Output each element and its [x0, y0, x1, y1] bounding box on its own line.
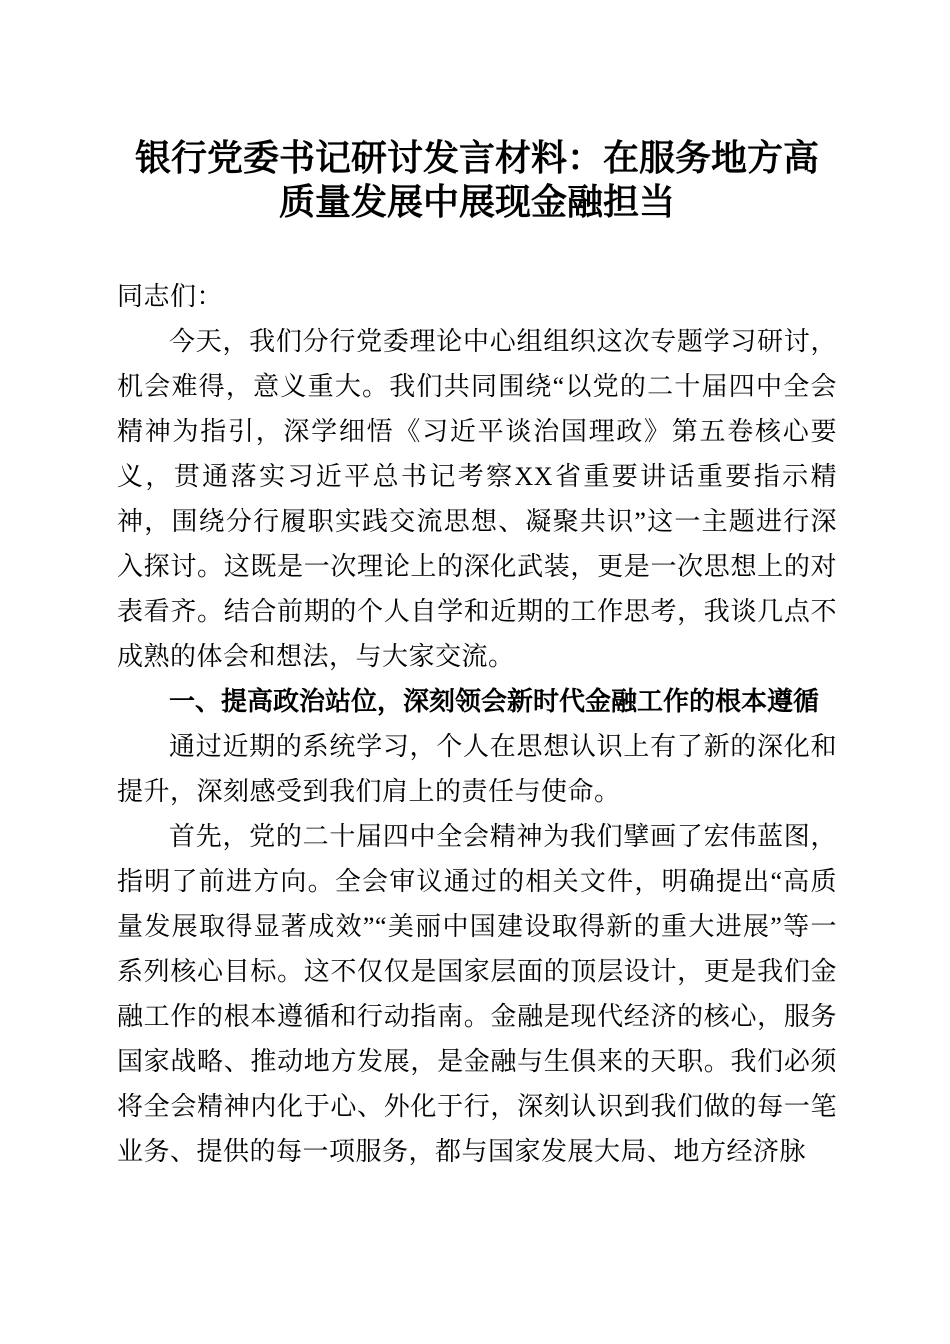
- salutation-paragraph: 同志们：: [117, 282, 224, 311]
- intro-paragraph: 今天，我们分行党委理论中心组组织这次专题学习研讨，机会难得，意义重大。我们共同围绕“以党的二十届四中全会精神为指引，深学细悟《习近平谈治国理政》第五卷核心要义，贯通落实习近平总书记考察XX省重要讲话重要指示精神，围绕分行履职实践交流思想、凝聚共识”这一主题进行深入探讨。这既是一次理论上的深化武装，更是一次思想上的对表看齐。结合前期的个人自学和近期的工作思考，我谈几点不成熟的体会和想法，与大家交流。: [117, 327, 837, 671]
- document-title: 银行党委书记研讨发言材料：在服务地方高质量发展中展现金融担当: [134, 138, 819, 222]
- body-paragraph-1: 通过近期的系统学习，个人在思想认识上有了新的深化和提升，深刻感受到我们肩上的责任与使命。: [117, 732, 837, 806]
- section-heading-1: 一、提高政治站位，深刻领会新时代金融工作的根本遵循: [169, 686, 820, 716]
- body-paragraph-2-clipped: 首先，党的二十届四中全会精神为我们擘画了宏伟蓝图，指明了前进方向。全会审议通过的相关文件，明确提出“高质量发展取得显著成效”“美丽中国建设取得新的重大进展”等一系列核心目标。这不仅仅是国家层面的顶层设计，更是我们金融工作的根本遵循和行动指南。金融是现代经济的核心，服务国家战略、推动地方发展，是金融与生俱来的天职。我们必须将全会精神内化于心、外化于行，深刻认识到我们做的每一笔业务、提供的每一项服务，都与国家发展大局、地方经济脉: [117, 822, 837, 1166]
